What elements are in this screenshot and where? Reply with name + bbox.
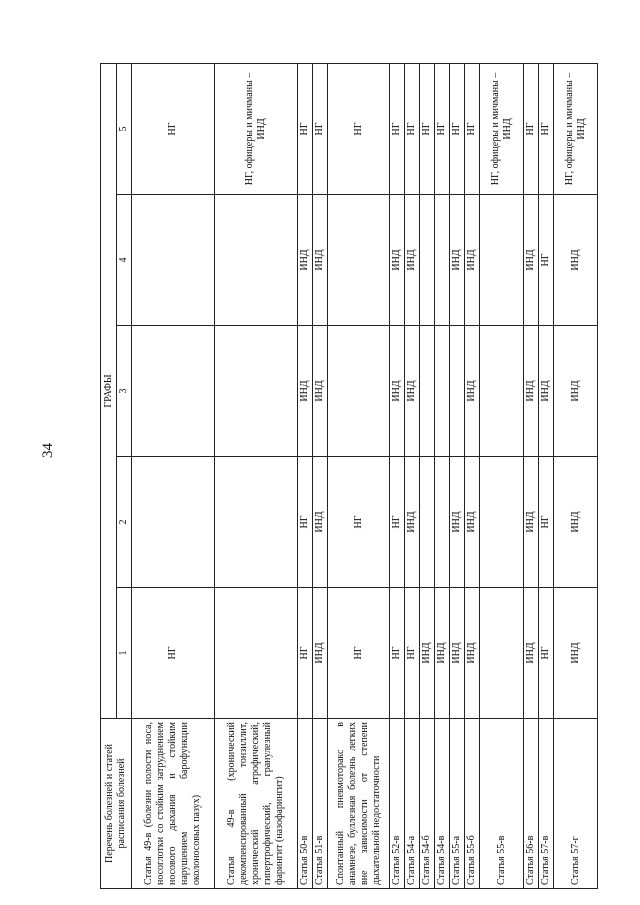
- graph-2-cell: ИНД: [405, 457, 420, 588]
- graph-5-cell: НГ: [298, 63, 313, 194]
- disease-article-cell: Статья 55-б: [465, 719, 480, 889]
- graph-4-cell: [435, 195, 450, 326]
- graph-3-cell: [328, 326, 390, 457]
- graph-2-cell: ИНД: [450, 457, 465, 588]
- graph-1-cell: НГ: [132, 588, 215, 719]
- graph-4-cell: [328, 195, 390, 326]
- table-row: [298, 63, 313, 888]
- graph-1-cell: ИНД: [554, 588, 598, 719]
- graph-3-cell: [450, 326, 465, 457]
- table-row: [539, 63, 554, 888]
- rotated-page-content: [100, 64, 587, 889]
- table-row: [390, 63, 405, 888]
- graph-5-cell: НГ, офицеры и мичманы – ИНД: [554, 63, 598, 194]
- disease-article-cell: Статья 56-в: [524, 719, 539, 889]
- graph-5-cell: НГ: [465, 63, 480, 194]
- graph-4-cell: ИНД: [298, 195, 313, 326]
- graph-4-cell: [420, 195, 435, 326]
- graph-3-cell: [215, 326, 298, 457]
- graph-3-cell: ИНД: [405, 326, 420, 457]
- graph-4-cell: НГ: [539, 195, 554, 326]
- column-number: 4: [117, 195, 132, 326]
- graph-4-cell: [132, 195, 215, 326]
- graph-1-cell: НГ: [539, 588, 554, 719]
- graph-5-cell: НГ: [524, 63, 539, 194]
- graph-2-cell: НГ: [539, 457, 554, 588]
- graph-5-cell: НГ, офицеры и мичманы – ИНД: [215, 63, 298, 194]
- graph-5-cell: НГ: [390, 63, 405, 194]
- table-row: [480, 63, 524, 888]
- table-row: [435, 63, 450, 888]
- graph-1-cell: [215, 588, 298, 719]
- graph-2-cell: [420, 457, 435, 588]
- graph-2-cell: [480, 457, 524, 588]
- graph-4-cell: ИНД: [554, 195, 598, 326]
- graph-4-cell: ИНД: [524, 195, 539, 326]
- graph-4-cell: ИНД: [313, 195, 328, 326]
- graph-2-cell: ИНД: [554, 457, 598, 588]
- graph-1-cell: НГ: [405, 588, 420, 719]
- disease-article-cell: Спонтанный пневмоторакс в анамнезе, буллезная болезнь легких вне зависимости от степени дыхательной недостаточности: [328, 719, 390, 889]
- table-row: [465, 63, 480, 888]
- disease-article-cell: Статья 54-б: [420, 719, 435, 889]
- graph-2-cell: ИНД: [313, 457, 328, 588]
- graph-2-cell: [215, 457, 298, 588]
- graph-1-cell: ИНД: [524, 588, 539, 719]
- graph-1-cell: ИНД: [313, 588, 328, 719]
- graph-4-cell: ИНД: [390, 195, 405, 326]
- graph-3-cell: ИНД: [465, 326, 480, 457]
- graph-3-cell: ИНД: [539, 326, 554, 457]
- column-number: 5: [117, 63, 132, 194]
- disease-article-cell: Статья 52-в: [390, 719, 405, 889]
- graph-1-cell: ИНД: [435, 588, 450, 719]
- graph-5-cell: НГ: [313, 63, 328, 194]
- graph-5-cell: НГ: [539, 63, 554, 194]
- graph-3-cell: ИНД: [313, 326, 328, 457]
- header-graphs: ГРАФЫ: [101, 63, 117, 718]
- table-header-row: [101, 63, 117, 888]
- graph-3-cell: [480, 326, 524, 457]
- disease-article-cell: Статья 49-в (болезни полости носа, носоглотки со стойким затруднением носового дыхания и стойким нарушением барофункции околоносовых пазух): [132, 719, 215, 889]
- disease-schedule-table: [100, 63, 598, 889]
- graph-2-cell: ИНД: [524, 457, 539, 588]
- column-number: 2: [117, 457, 132, 588]
- disease-article-cell: Статья 55-а: [450, 719, 465, 889]
- disease-article-cell: Статья 54-а: [405, 719, 420, 889]
- graph-1-cell: ИНД: [420, 588, 435, 719]
- graph-1-cell: НГ: [298, 588, 313, 719]
- graph-3-cell: ИНД: [298, 326, 313, 457]
- disease-article-cell: Статья 54-в: [435, 719, 450, 889]
- disease-article-cell: Статья 57-г: [554, 719, 598, 889]
- graph-3-cell: ИНД: [554, 326, 598, 457]
- table-row: [524, 63, 539, 888]
- graph-5-cell: НГ: [435, 63, 450, 194]
- graph-2-cell: [132, 457, 215, 588]
- graph-1-cell: [480, 588, 524, 719]
- graph-4-cell: ИНД: [465, 195, 480, 326]
- table-row: [328, 63, 390, 888]
- graph-5-cell: НГ, офицеры и мичманы – ИНД: [480, 63, 524, 194]
- graph-3-cell: ИНД: [524, 326, 539, 457]
- graph-5-cell: НГ: [450, 63, 465, 194]
- table-row: [450, 63, 465, 888]
- graph-2-cell: НГ: [390, 457, 405, 588]
- graph-1-cell: ИНД: [450, 588, 465, 719]
- graph-5-cell: НГ: [328, 63, 390, 194]
- table-row: [554, 63, 598, 888]
- graph-4-cell: [480, 195, 524, 326]
- page-number: 34: [40, 443, 56, 458]
- disease-article-cell: Статья 57-в: [539, 719, 554, 889]
- graph-5-cell: НГ: [132, 63, 215, 194]
- table-row: [132, 63, 215, 888]
- disease-article-cell: Статья 49-в (хронический декомпенсированный тонзиллит, хронический атрофический, гипертрофический, гранулезный фарингит (назофарингит): [215, 719, 298, 889]
- table-row: [313, 63, 328, 888]
- disease-article-cell: Статья 55-в: [480, 719, 524, 889]
- disease-article-cell: Статья 51-в: [313, 719, 328, 889]
- graph-4-cell: [215, 195, 298, 326]
- graph-5-cell: НГ: [405, 63, 420, 194]
- graph-1-cell: НГ: [328, 588, 390, 719]
- column-number: 3: [117, 326, 132, 457]
- header-disease-list: Перечень болезней и статей расписания болезней: [101, 719, 132, 889]
- table-row: [405, 63, 420, 888]
- graph-3-cell: [132, 326, 215, 457]
- graph-2-cell: ИНД: [465, 457, 480, 588]
- graph-1-cell: ИНД: [465, 588, 480, 719]
- column-number: 1: [117, 588, 132, 719]
- graph-2-cell: НГ: [298, 457, 313, 588]
- graph-2-cell: [435, 457, 450, 588]
- graph-3-cell: ИНД: [390, 326, 405, 457]
- disease-article-cell: Статья 50-в: [298, 719, 313, 889]
- graph-5-cell: НГ: [420, 63, 435, 194]
- graph-4-cell: ИНД: [405, 195, 420, 326]
- graph-3-cell: [435, 326, 450, 457]
- graph-4-cell: ИНД: [450, 195, 465, 326]
- table-row: [420, 63, 435, 888]
- graph-3-cell: [420, 326, 435, 457]
- table-row: [215, 63, 298, 888]
- graph-2-cell: НГ: [328, 457, 390, 588]
- graph-1-cell: НГ: [390, 588, 405, 719]
